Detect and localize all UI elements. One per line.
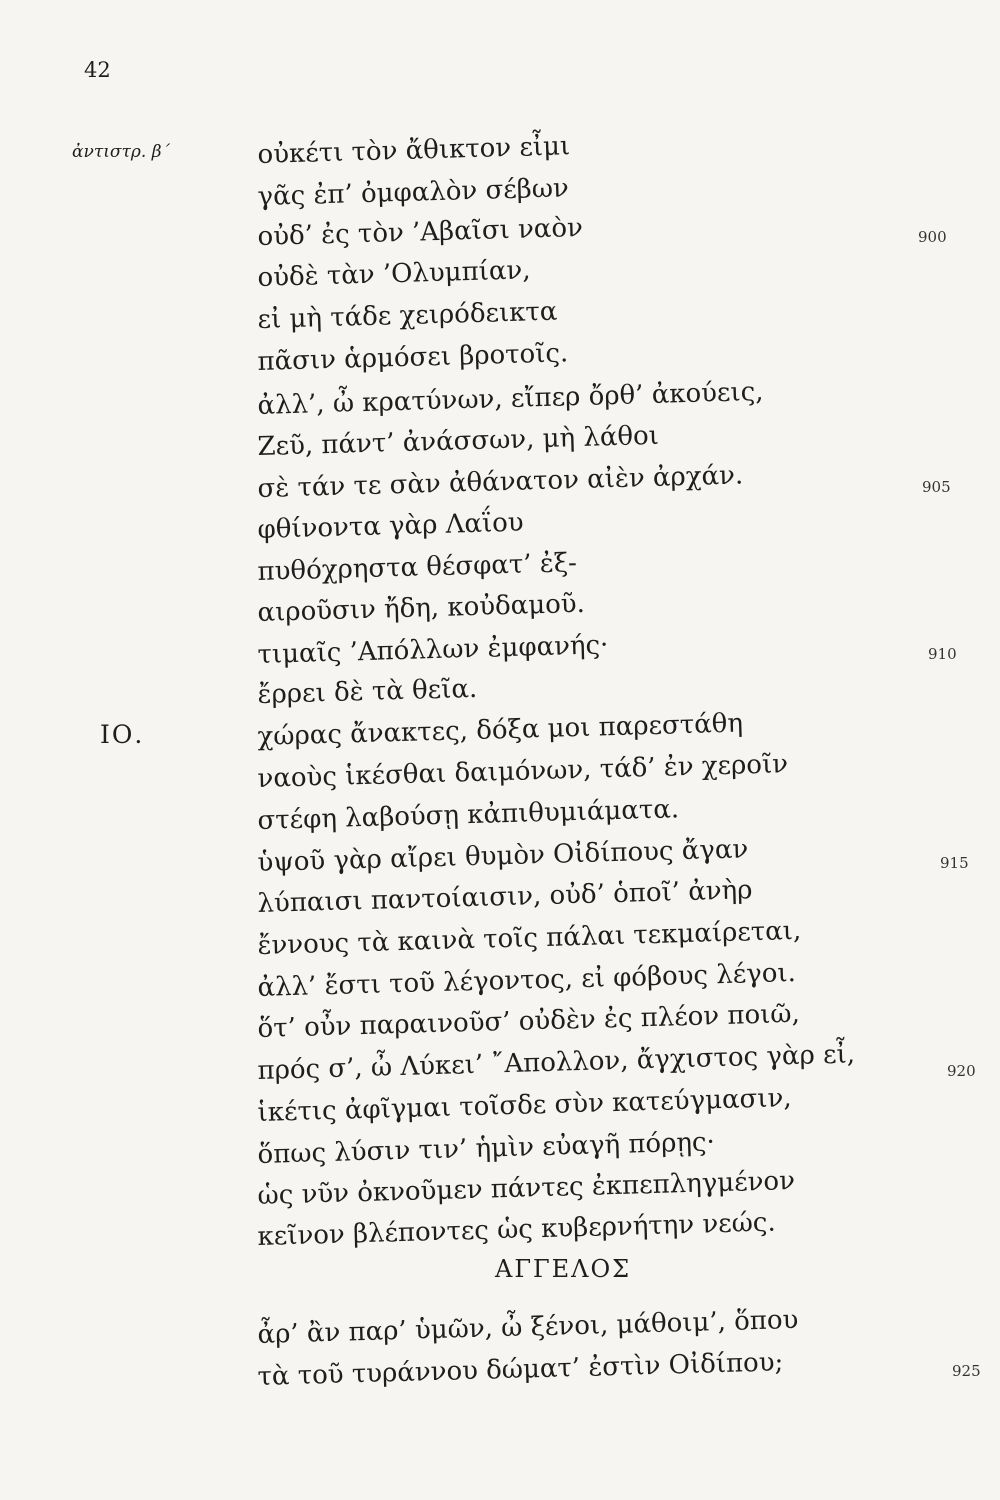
verse-line: πρός σ’, ὦ Λύκει’ ῎Απολλον, ἄγχιστος γὰρ εἶ, bbox=[257, 1039, 856, 1086]
line-number: 925 bbox=[952, 1362, 981, 1380]
verse-line: πυθόχρηστα θέσφατ’ ἐξ- bbox=[257, 548, 578, 587]
verse-line: ὅτ’ οὖν παραινοῦσ’ οὐδὲν ἐς πλέον ποιῶ, bbox=[257, 998, 801, 1044]
verse-line: οὐδὲ τὰν ’Ολυμπίαν, bbox=[257, 255, 531, 293]
verse-line: ὅπως λύσιν τιν’ ἡμὶν εὐαγῆ πόρῃς· bbox=[257, 1127, 716, 1170]
verse-line: λύπαισι παντοίαισιν, οὐδ’ ὁποῖ’ ἀνὴρ bbox=[257, 875, 753, 919]
verse-line: κεῖνον βλέποντες ὡς κυβερνήτην νεώς. bbox=[257, 1207, 777, 1252]
verse-line: εἰ μὴ τάδε χειρόδεικτα bbox=[257, 296, 558, 335]
verse-line: ἔννους τὰ καινὰ τοῖς πάλαι τεκμαίρεται, bbox=[257, 915, 802, 961]
line-number: 910 bbox=[928, 645, 957, 663]
verse-line: φθίνοντα γὰρ Λαΐου bbox=[257, 507, 525, 545]
verse-line: ναοὺς ἱκέσθαι δαιμόνων, τάδ’ ἐν χεροῖν bbox=[257, 749, 789, 794]
verse-line: ἀλλ’ ἔστι τοῦ λέγοντος, εἰ φόβους λέγοι. bbox=[257, 957, 797, 1003]
verse-line: τιμαῖς ’Απόλλων ἐμφανής· bbox=[257, 630, 609, 670]
verse-line: ὡς νῦν ὀκνοῦμεν πάντες ἐκπεπληγμένον bbox=[257, 1166, 796, 1211]
verse-line: αιροῦσιν ἤδη, κοὐδαμοῦ. bbox=[257, 588, 586, 628]
line-number: 905 bbox=[922, 478, 951, 496]
verse-line: τὰ τοῦ τυράννου δώματ’ ἐστὶν Οἰδίπου; bbox=[257, 1347, 784, 1392]
verse-line: γᾶς ἐπ’ ὀμφαλὸν σέβων bbox=[257, 173, 570, 212]
line-number: 915 bbox=[940, 854, 969, 872]
verse-line: ἀλλ’, ὦ κρατύνων, εἴπερ ὄρθ’ ἀκούεις, bbox=[257, 376, 764, 421]
verse-line: πᾶσιν ἁρμόσει βροτοῖς. bbox=[257, 338, 569, 377]
page-number: 42 bbox=[84, 58, 111, 82]
verse-line: οὐδ’ ἐς τὸν ’Αβαῖσι ναὸν bbox=[257, 212, 584, 252]
verse-line: ὑψοῦ γὰρ αἴρει θυμὸν Οἰδίπους ἄγαν bbox=[257, 834, 749, 878]
section-label: ἀντιστρ. β΄ bbox=[72, 142, 171, 162]
speaker-mark: ΙΟ. bbox=[100, 720, 145, 749]
verse-line: χώρας ἄνακτες, δόξα μοι παρεστάθη bbox=[257, 708, 744, 752]
verse-line: σὲ τάν τε σὰν ἀθάνατον αἰὲν ἀρχάν. bbox=[257, 460, 744, 504]
verse-line: ἱκέτις ἀφῖγμαι τοῖσδε σὺν κατεύγμασιν, bbox=[257, 1083, 792, 1128]
verse-line: στέφη λαβούσῃ κἀπιθυμιάματα. bbox=[257, 794, 680, 836]
verse-line: ἔρρει δὲ τὰ θεῖα. bbox=[257, 673, 478, 710]
line-number: 900 bbox=[918, 228, 947, 246]
verse-line: οὐκέτι τὸν ἄθικτον εἶμι bbox=[257, 131, 571, 170]
line-number: 920 bbox=[947, 1062, 976, 1080]
verse-line: ἆρ’ ἂν παρ’ ὑμῶν, ὦ ξένοι, μάθοιμ’, ὅπου bbox=[257, 1304, 799, 1350]
speaker-heading: ΑΓΓΕΛΟΣ bbox=[495, 1255, 632, 1283]
verse-line: Ζεῦ, πάντ’ ἀνάσσων, μὴ λάθοι bbox=[257, 420, 660, 462]
